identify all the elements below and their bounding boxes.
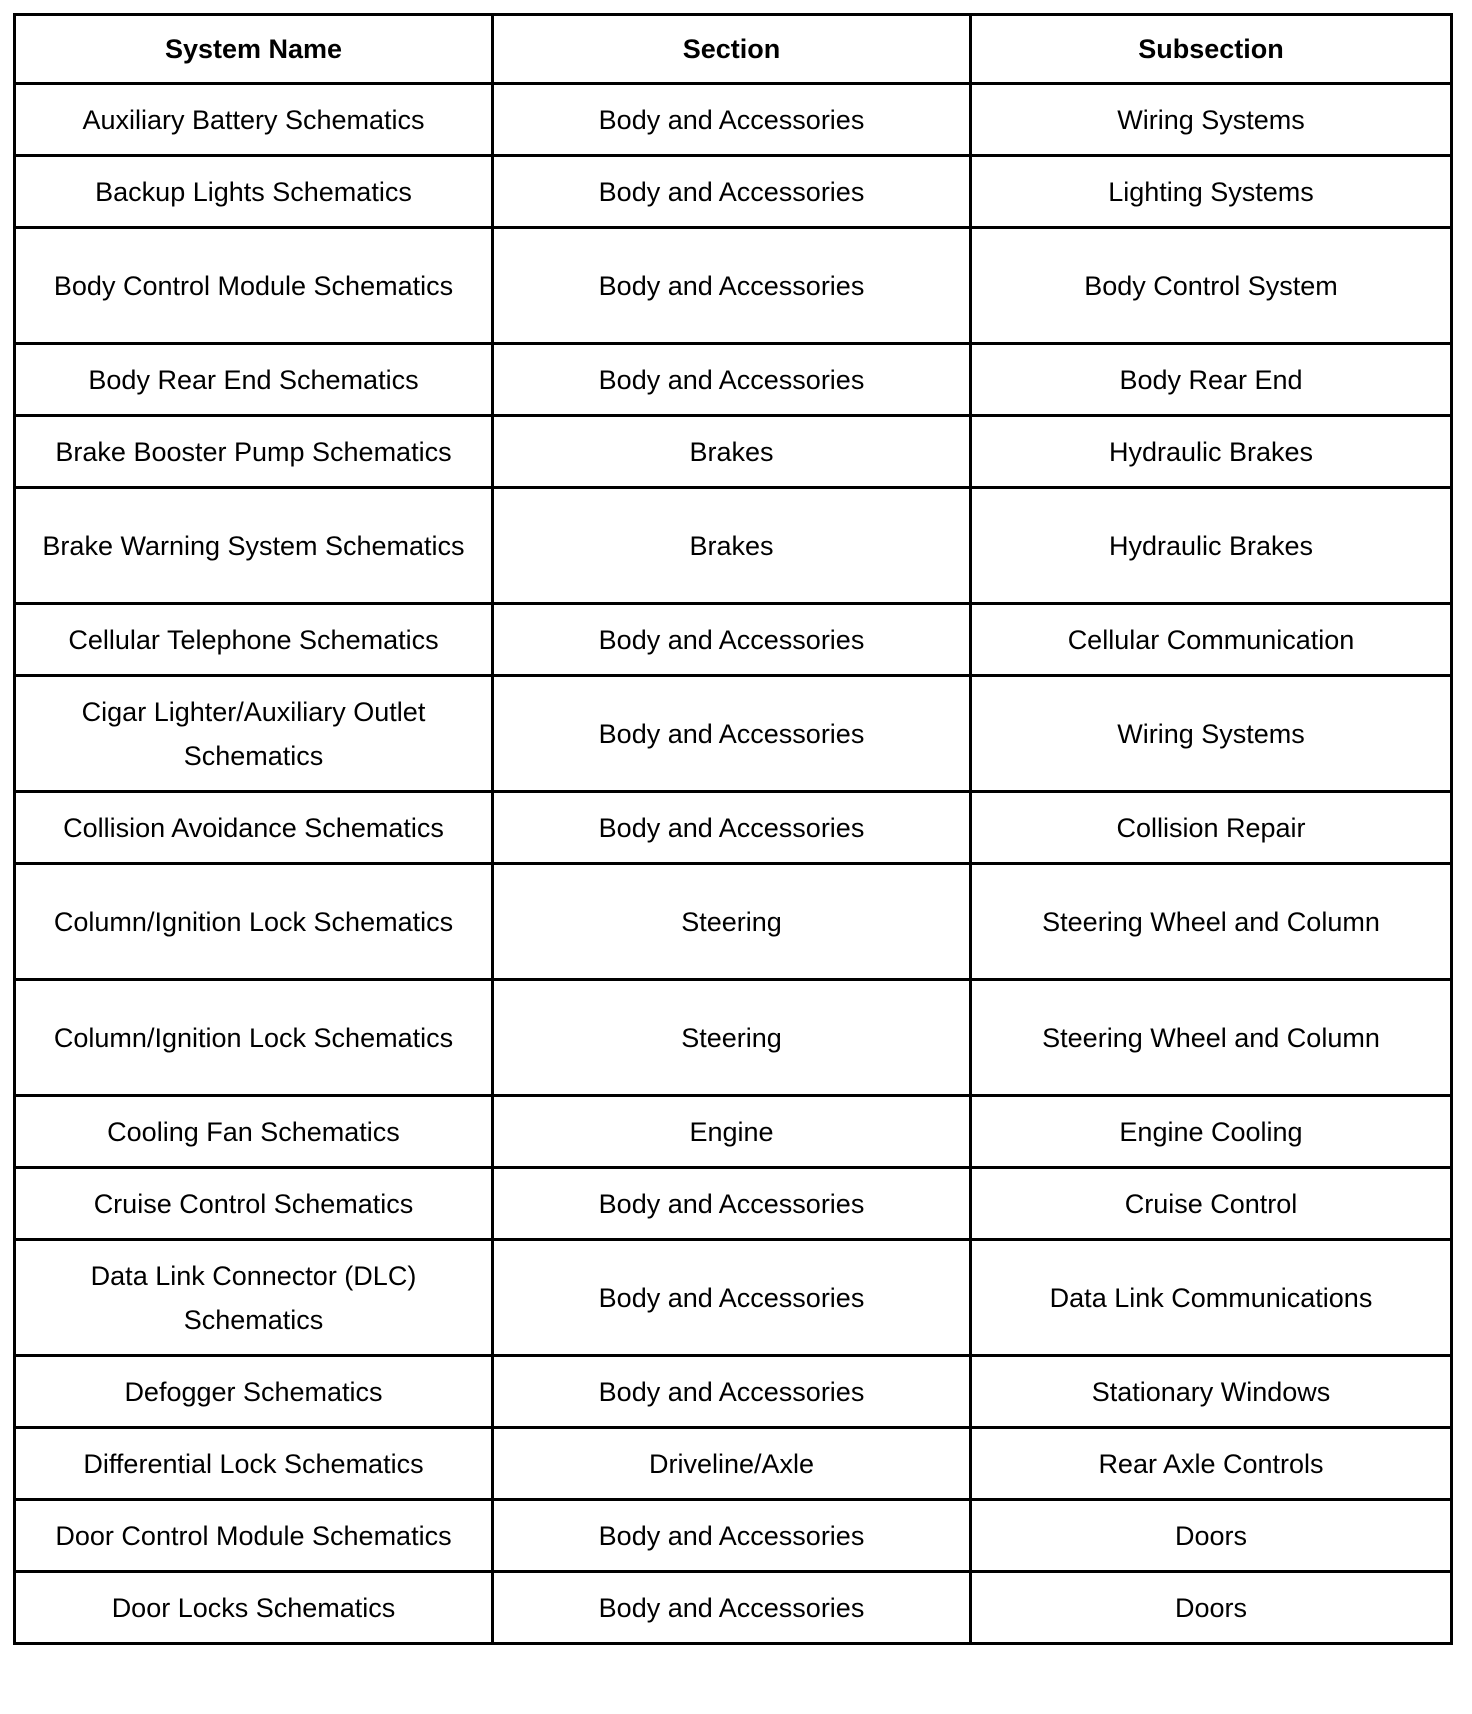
cell-system-name: Auxiliary Battery Schematics	[15, 84, 493, 156]
cell-system-name: Data Link Connector (DLC) Schematics	[15, 1240, 493, 1356]
cell-system-name: Door Locks Schematics	[15, 1572, 493, 1644]
cell-section: Steering	[493, 980, 971, 1096]
header-subsection: Subsection	[971, 15, 1452, 84]
cell-system-name: Cigar Lighter/Auxiliary Outlet Schematics	[15, 676, 493, 792]
cell-subsection: Hydraulic Brakes	[971, 416, 1452, 488]
cell-section: Body and Accessories	[493, 1572, 971, 1644]
table-row	[15, 1240, 1452, 1356]
cell-subsection: Wiring Systems	[971, 84, 1452, 156]
table-row	[15, 416, 1452, 488]
cell-system-name: Brake Booster Pump Schematics	[15, 416, 493, 488]
cell-section: Body and Accessories	[493, 344, 971, 416]
cell-section: Body and Accessories	[493, 792, 971, 864]
table-row	[15, 156, 1452, 228]
table-row	[15, 864, 1452, 980]
cell-subsection: Body Control System	[971, 228, 1452, 344]
cell-subsection: Data Link Communications	[971, 1240, 1452, 1356]
cell-system-name: Cellular Telephone Schematics	[15, 604, 493, 676]
table-row	[15, 1356, 1452, 1428]
cell-subsection: Wiring Systems	[971, 676, 1452, 792]
cell-section: Body and Accessories	[493, 1240, 971, 1356]
cell-section: Body and Accessories	[493, 604, 971, 676]
cell-system-name: Backup Lights Schematics	[15, 156, 493, 228]
cell-system-name: Brake Warning System Schematics	[15, 488, 493, 604]
cell-subsection: Stationary Windows	[971, 1356, 1452, 1428]
cell-system-name: Cruise Control Schematics	[15, 1168, 493, 1240]
cell-system-name: Body Control Module Schematics	[15, 228, 493, 344]
cell-subsection: Steering Wheel and Column	[971, 980, 1452, 1096]
cell-system-name: Defogger Schematics	[15, 1356, 493, 1428]
table-row	[15, 1428, 1452, 1500]
table-row	[15, 676, 1452, 792]
table-row	[15, 344, 1452, 416]
cell-section: Steering	[493, 864, 971, 980]
cell-system-name: Collision Avoidance Schematics	[15, 792, 493, 864]
cell-system-name: Column/Ignition Lock Schematics	[15, 864, 493, 980]
table-row	[15, 228, 1452, 344]
table-row	[15, 1500, 1452, 1572]
cell-section: Engine	[493, 1096, 971, 1168]
table-row	[15, 1572, 1452, 1644]
header-section: Section	[493, 15, 971, 84]
cell-subsection: Cruise Control	[971, 1168, 1452, 1240]
cell-subsection: Steering Wheel and Column	[971, 864, 1452, 980]
cell-section: Body and Accessories	[493, 1356, 971, 1428]
cell-system-name: Column/Ignition Lock Schematics	[15, 980, 493, 1096]
cell-section: Body and Accessories	[493, 156, 971, 228]
cell-subsection: Doors	[971, 1572, 1452, 1644]
table-row	[15, 1168, 1452, 1240]
table-row	[15, 488, 1452, 604]
cell-section: Body and Accessories	[493, 1500, 971, 1572]
cell-subsection: Doors	[971, 1500, 1452, 1572]
cell-section: Driveline/Axle	[493, 1428, 971, 1500]
table-row	[15, 980, 1452, 1096]
cell-subsection: Collision Repair	[971, 792, 1452, 864]
cell-subsection: Engine Cooling	[971, 1096, 1452, 1168]
cell-section: Body and Accessories	[493, 84, 971, 156]
table-row	[15, 84, 1452, 156]
cell-subsection: Body Rear End	[971, 344, 1452, 416]
header-system-name: System Name	[15, 15, 493, 84]
cell-section: Brakes	[493, 416, 971, 488]
schematics-table	[13, 13, 1453, 1645]
cell-system-name: Door Control Module Schematics	[15, 1500, 493, 1572]
cell-system-name: Differential Lock Schematics	[15, 1428, 493, 1500]
table-row	[15, 792, 1452, 864]
cell-subsection: Lighting Systems	[971, 156, 1452, 228]
cell-system-name: Body Rear End Schematics	[15, 344, 493, 416]
cell-subsection: Cellular Communication	[971, 604, 1452, 676]
cell-subsection: Rear Axle Controls	[971, 1428, 1452, 1500]
cell-section: Body and Accessories	[493, 1168, 971, 1240]
header-row	[15, 15, 1452, 84]
cell-subsection: Hydraulic Brakes	[971, 488, 1452, 604]
cell-system-name: Cooling Fan Schematics	[15, 1096, 493, 1168]
table-row	[15, 604, 1452, 676]
cell-section: Body and Accessories	[493, 676, 971, 792]
cell-section: Brakes	[493, 488, 971, 604]
cell-section: Body and Accessories	[493, 228, 971, 344]
table-row	[15, 1096, 1452, 1168]
